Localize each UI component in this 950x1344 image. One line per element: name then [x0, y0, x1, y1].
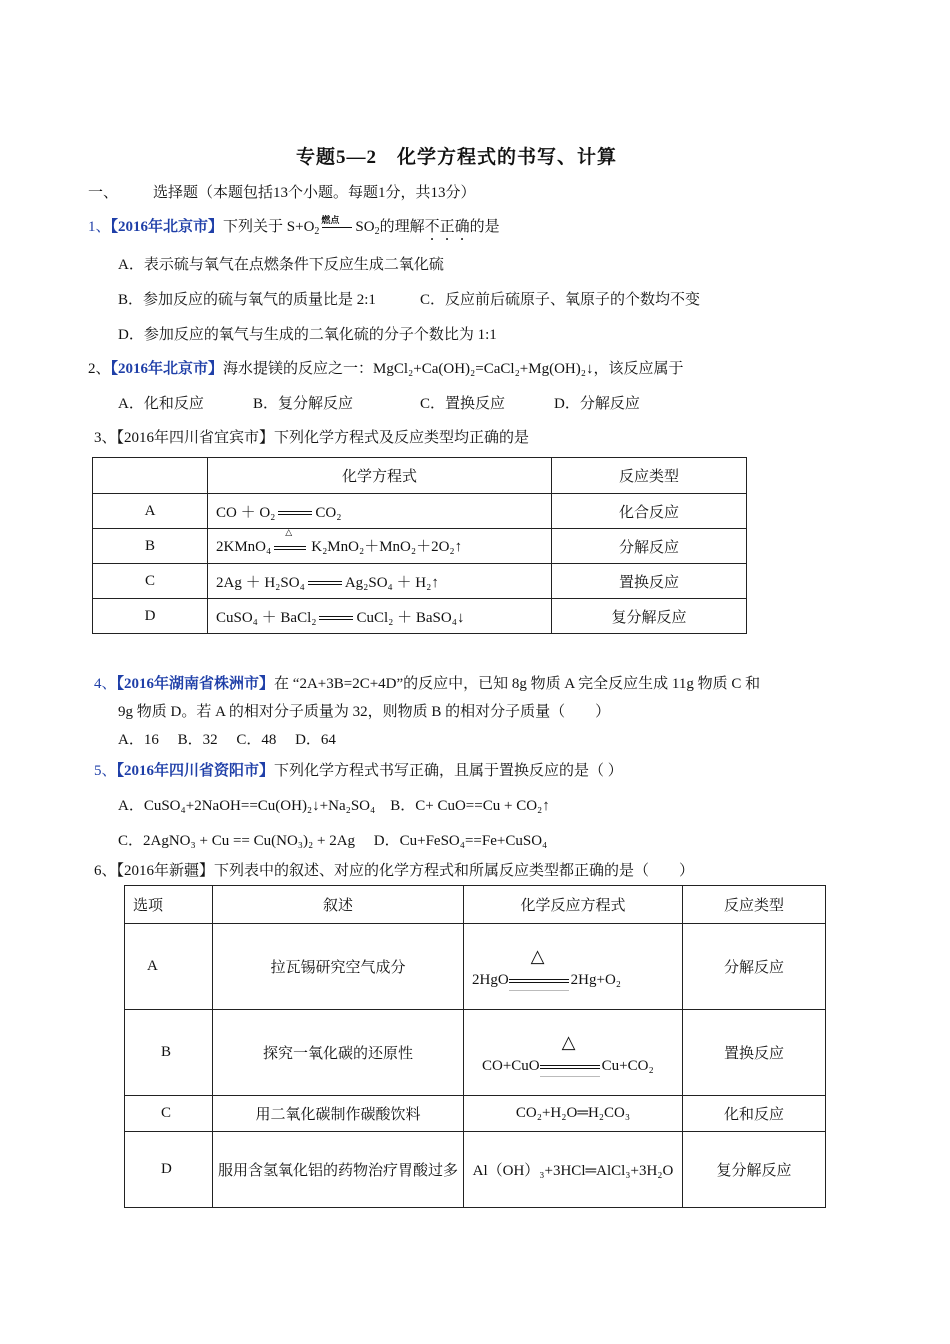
- desc-cell: 拉瓦锡研究空气成分: [213, 924, 464, 1010]
- q1-option-a: A．表示硫与氧气在点燃条件下反应生成二氧化硫: [118, 257, 444, 273]
- q5-number: 5、: [94, 763, 117, 779]
- section-number: 一、: [88, 185, 119, 201]
- q2-option-c: C．置换反应: [420, 396, 506, 412]
- q1-source: 【2016年北京市】: [110, 219, 224, 235]
- equation-cell: CO₂+H₂O═H₂CO₃: [464, 1096, 683, 1132]
- q2-number: 2、: [88, 361, 111, 377]
- equation-cell: 2HgO △ 2Hg+O₂: [464, 924, 683, 1010]
- option-cell: D: [125, 1132, 213, 1208]
- table-header: 化学方程式: [208, 458, 552, 494]
- question-4: [94, 672, 760, 693]
- table-row: [125, 924, 826, 1010]
- type-cell: 复分解反应: [683, 1132, 826, 1208]
- option-cell: C: [125, 1096, 213, 1132]
- table-row: [93, 494, 747, 529]
- q1-emphasis: 不正确: [424, 219, 470, 235]
- table-row: [125, 1010, 826, 1096]
- q4-line1: 在 “2A+3B=2C+4D”的反应中，已知 8g 物质 A 完全反应生成 11g 物质 C 和: [274, 676, 761, 692]
- option-cell: D: [93, 599, 208, 634]
- q1-option-b: B．参加反应的硫与氧气的质量比是 2:1: [118, 292, 376, 308]
- question-6: 6、【2016年新疆】下列表中的叙述、对应的化学方程式和所属反应类型都正确的是（ ）: [94, 863, 695, 879]
- table-header: 叙述: [213, 886, 464, 924]
- q2-option-a: A．化和反应: [118, 396, 204, 412]
- option-cell: A: [93, 494, 208, 529]
- type-cell: 置换反应: [552, 564, 747, 599]
- equation-cell: 2KMnO₄ △ K₂MnO₂＋MnO₂＋2O₂↑: [208, 529, 552, 564]
- type-cell: 分解反应: [552, 529, 747, 564]
- q1-option-d: D．参加反应的氧气与生成的二氧化硫的分子个数比为 1:1: [118, 327, 497, 343]
- table-row: [125, 1132, 826, 1208]
- q4-number: 4、: [94, 676, 117, 692]
- desc-cell: 探究一氧化碳的还原性: [213, 1010, 464, 1096]
- option-cell: B: [125, 1010, 213, 1096]
- type-cell: 复分解反应: [552, 599, 747, 634]
- table-row: [93, 564, 747, 599]
- option-cell: C: [93, 564, 208, 599]
- table-header: 选项: [125, 886, 213, 924]
- q1-tail-a: 的理解: [379, 219, 425, 235]
- equation-cell: CO+CuO △ Cu+CO₂: [464, 1010, 683, 1096]
- q3-table: [92, 457, 747, 634]
- q5-options-cd: C．2AgNO₃ + Cu == Cu(NO₃)₂ + 2Ag D．Cu+FeSO₄==Fe+CuSO₄: [118, 833, 548, 849]
- table-row: [93, 599, 747, 634]
- q2-option-d: D．分解反应: [554, 396, 640, 412]
- q1-text-pre: 下列关于 S+O: [223, 219, 315, 235]
- delta-icon: △: [561, 1032, 576, 1053]
- q1-number: 1、: [88, 219, 111, 235]
- question-3: 3、【2016年四川省宜宾市】下列化学方程式及反应类型均正确的是: [94, 430, 530, 446]
- question-1: 1、【2016年北京市】下列关于 $S+O_2$ 燃点 $SO_2$的理解不正确的是: [88, 215, 500, 237]
- q1-condition: 燃点: [321, 215, 340, 225]
- table-header-row: [93, 458, 747, 494]
- q2-source: 【2016年北京市】: [110, 361, 224, 377]
- table-header: 反应类型: [683, 886, 826, 924]
- equation-cell: 2Ag ＋ H₂SO₄ Ag₂SO₄ ＋ H₂↑: [208, 564, 552, 599]
- q1-tail-b: 的是: [469, 219, 500, 235]
- table-header: 化学反应方程式: [464, 886, 683, 924]
- table-header-row: [125, 886, 826, 924]
- delta-icon: △: [285, 526, 293, 537]
- equation-cell: CO ＋ O₂ CO₂: [208, 494, 552, 529]
- table-row: [93, 529, 747, 564]
- q1-text-post: SO: [355, 219, 375, 235]
- type-cell: 化合反应: [552, 494, 747, 529]
- equation-cell: CuSO₄ ＋ BaCl₂ CuCl₂ ＋ BaSO₄↓: [208, 599, 552, 634]
- page-title: 专题5—2 化学方程式的书写、计算: [296, 147, 618, 168]
- q1-option-c: C．反应前后硫原子、氧原子的个数均不变: [420, 292, 701, 308]
- type-cell: 置换反应: [683, 1010, 826, 1096]
- delta-icon: △: [530, 946, 545, 967]
- q4-line2: 9g 物质 D。若 A 的相对分子质量为 32，则物质 B 的相对分子质量（ ）: [118, 704, 611, 720]
- type-cell: 分解反应: [683, 924, 826, 1010]
- q4-options: A．16 B．32 C．48 D．64: [118, 732, 336, 748]
- section-heading: 选择题（本题包括13个小题。每题1分，共13分）: [153, 185, 476, 201]
- option-cell: A: [125, 924, 213, 1010]
- desc-cell: 用二氧化碳制作碳酸饮料: [213, 1096, 464, 1132]
- q2-option-b: B．复分解反应: [253, 396, 354, 412]
- q6-table: [124, 885, 826, 1208]
- type-cell: 化和反应: [683, 1096, 826, 1132]
- q5-options-ab: A．CuSO₄+2NaOH==Cu(OH)₂↓+Na₂SO₄ B．C+ CuO==Cu + CO₂↑: [118, 798, 550, 814]
- q5-source: 【2016年四川省资阳市】: [116, 763, 275, 779]
- question-2: [88, 357, 684, 378]
- table-header: 反应类型: [552, 458, 747, 494]
- table-header: [93, 458, 208, 494]
- question-5: [94, 759, 623, 780]
- option-cell: B: [93, 529, 208, 564]
- q1-condition-arrow: [319, 215, 355, 236]
- q2-text: 海水提镁的反应之一：MgCl₂+Ca(OH)₂=CaCl₂+Mg(OH)₂↓，该反应属于: [223, 361, 684, 377]
- equation-cell: Al（OH）₃+3HCl═AlCl₃+3H₂O: [464, 1132, 683, 1208]
- q5-text: 下列化学方程式书写正确，且属于置换反应的是（ ）: [274, 763, 623, 779]
- table-row: [125, 1096, 826, 1132]
- desc-cell: 服用含氢氧化铝的药物治疗胃酸过多: [213, 1132, 464, 1208]
- q4-source: 【2016年湖南省株洲市】: [116, 676, 275, 692]
